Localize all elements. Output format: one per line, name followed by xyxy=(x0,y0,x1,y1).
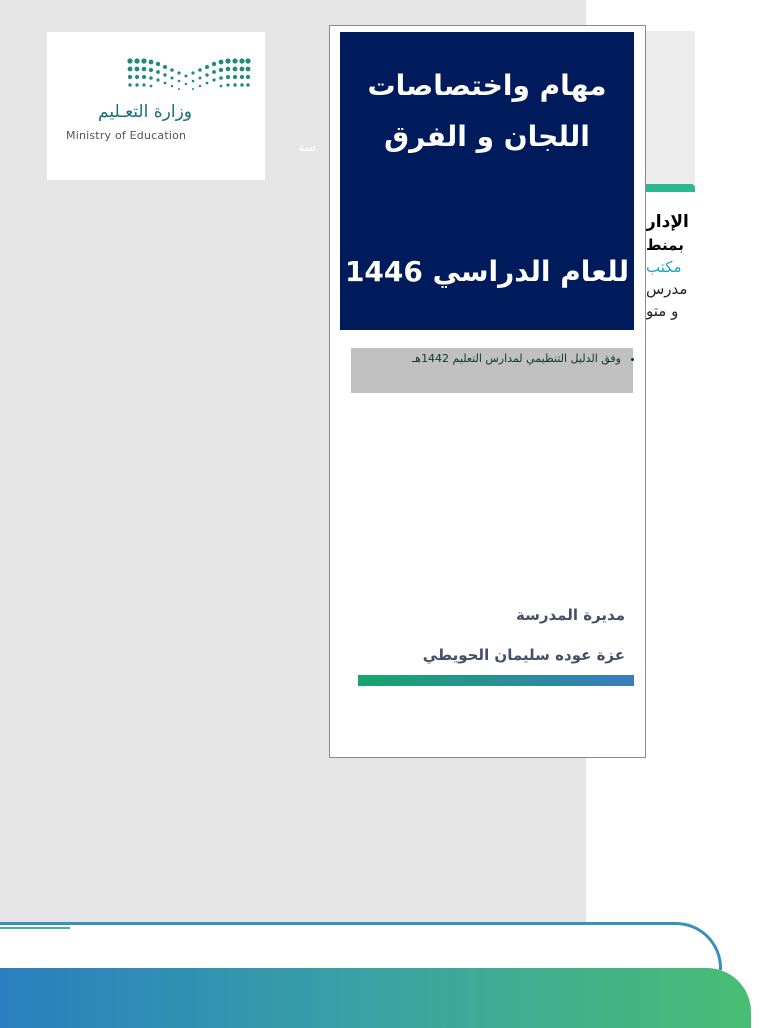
principal-title: مديرة المدرسة xyxy=(516,606,625,624)
background-faint-text: سة xyxy=(298,140,316,155)
right-line-4: مدرس xyxy=(646,280,688,298)
principal-name: عزة عوده سليمان الحويطي xyxy=(422,646,625,664)
right-line-1: الإدار xyxy=(646,212,689,232)
bottom-gradient-band xyxy=(0,968,751,1028)
logo-english-text: Ministry of Education xyxy=(66,129,187,142)
title-box xyxy=(340,32,634,330)
right-line-3: مكتب xyxy=(646,258,682,276)
gradient-divider xyxy=(358,675,634,686)
right-line-5: و متو xyxy=(646,302,679,320)
cover-card xyxy=(329,25,646,758)
bottom-curve-line xyxy=(0,922,722,970)
right-header-block xyxy=(646,31,695,185)
cover-year: للعام الدراسي 1446 xyxy=(344,255,630,288)
reference-box xyxy=(351,348,633,393)
right-accent-bar xyxy=(646,184,695,192)
bottom-green-line xyxy=(0,927,70,929)
right-edge-text xyxy=(646,210,695,330)
logo-arabic-text: وزارة التعـليم xyxy=(98,102,192,122)
logo-dots-icon xyxy=(126,56,252,96)
right-line-2: بمنط xyxy=(646,236,684,254)
reference-item: • وفق الدليل التنظيمي لمدارس التعليم 1442هـ xyxy=(351,352,621,365)
cover-title: مهام واختصاصات اللجان و الفرق xyxy=(367,69,607,153)
